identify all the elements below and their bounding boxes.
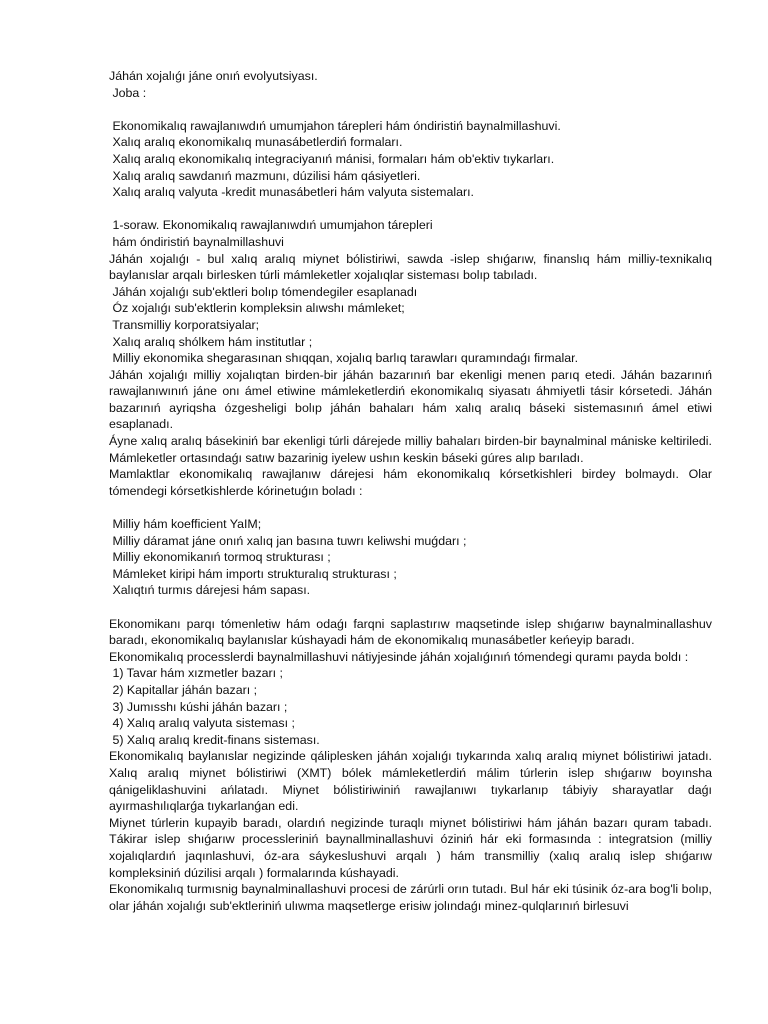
market-item: 2) Kapitallar jáhán bazarı ; bbox=[109, 682, 258, 697]
indicator-item: Milliy dáramat jáne onıń xalıq jan basına tuwrı keliwshi muǵdarı ; bbox=[109, 533, 467, 548]
market-item: 4) Xalıq aralıq valyuta sisteması ; bbox=[109, 716, 295, 731]
indicator-item: Milliy hám koefficient YaIM; bbox=[109, 517, 262, 532]
paragraph-labor-division: Ekonomikalıq baylanıslar negizinde qáliplesken jáhán xojalıǵı tıykarında xalıq aralıq miynet bólistiriwi jatadı. Xalıq aralıq miynet bólistiriwi (XMT) bólek mámleketlerdiń málim túrlerin islep shıǵarıw boyınsha qánigeliklashuvini ańlatadı. Miynet bólistiriwiniń rawajlanıwı tıykarlanıp tábiyiy sharayatlar daǵı ayırmashılıqlarǵa tıykarlanǵan edi. bbox=[109, 749, 712, 814]
paragraph-processes: Ekonomikalıq processlerdi baynalmillashuvi nátiyjesinde jáhán xojalıǵınıń tómendegi quramı payda boldı : bbox=[109, 649, 689, 664]
paragraph-development-levels: Mamlaktlar ekonomikalıq rawajlanıw dárejesi hám ekonomikalıq kórsetkishleri birdey bolmaydı. Olar tómendegi kórsetkishlerde kórinetuǵın boladı : bbox=[109, 467, 712, 498]
plan-item: Ekonomikalıq rawajlanıwdıń umumjahon tárepleri hám óndiristiń baynalmillashuvi. bbox=[109, 118, 561, 133]
subject-item: Xalıq aralıq shólkem hám institutlar ; bbox=[109, 334, 313, 349]
markets-list bbox=[109, 665, 712, 748]
market-item: 3) Jumısshı kúshi jáhán bazarı ; bbox=[109, 699, 288, 714]
blank-line bbox=[109, 201, 712, 218]
plan-item: Xalıq aralıq ekonomikalıq integraciyanıń mánisi, formaları hám ob'ektiv tıykarları. bbox=[109, 151, 555, 166]
subject-item: Transmilliy korporatsiyalar; bbox=[109, 317, 260, 332]
plan-heading: Joba : bbox=[109, 85, 147, 100]
blank-line bbox=[109, 599, 712, 616]
subjects-heading: Jáhán xojalıǵı sub'ektleri bolıp tómendegiler esaplanadı bbox=[109, 284, 418, 299]
plan-item: Xalıq aralıq sawdanıń mazmunı, dúzilisi hám qásiyetleri. bbox=[109, 168, 421, 183]
document-body bbox=[109, 68, 712, 914]
indicator-item: Xalıqtıń turmıs dárejesi hám sapası. bbox=[109, 583, 311, 598]
market-item: 1) Tavar hám xızmetler bazarı ; bbox=[109, 666, 283, 681]
market-item: 5) Xalıq aralıq kredit-finans sisteması. bbox=[109, 732, 320, 747]
plan-item: Xalıq aralıq ekonomikalıq munasábetlerdiń formaları. bbox=[109, 135, 403, 150]
paragraph-internationalization: Ekonomikanı parqı tómenletiw hám odaǵı farqni saplastırıw maqsetinde islep shıǵarıw baynalminallashuv baradı, ekonomikalıq baylanıslar kúshayadi hám de ekonomikalıq munasábetler keńeyip baradı. bbox=[109, 616, 712, 648]
paragraph-definition: Jáhán xojalıǵı - bul xalıq aralıq miynet bólistiriwi, sawda -islep shıǵarıw, finanslıq hám milliy-texnikalıq baylanıslar arqalı birlesken túrli mámleketler xojalıqlar sisteması bolıp tabıladı. bbox=[109, 251, 712, 283]
paragraph-labor-types: Miynet túrlerin kupayib baradı, olardıń negizinde turaqlı miynet bólistiriwi hám jáhán bazarı quram tabadı. Tákirar islep shıǵarıw processleriniń baynallminallashuvi óziniń hár eki formasında : integratsion (milliy xojalıqlardıń jaqınlashuvi, óz-ara sáykeslushuvi arqalı ) hám transmilliy (xalıq aralıq islep shıǵarıw kompleksiniń dúzilisi arqalı ) formalarında kúshayadi. bbox=[109, 815, 712, 880]
blank-line bbox=[109, 499, 712, 516]
document-title: Jáhán xojalıǵı jáne onıń evolyutsiyası. bbox=[109, 69, 318, 83]
subjects-list bbox=[109, 300, 712, 366]
question-heading-continuation: hám óndiristiń baynalmillashuvi bbox=[109, 234, 284, 249]
subject-item: Óz xojalıǵı sub'ektlerin kompleksin alıwshı mámleket; bbox=[109, 301, 405, 316]
plan-list bbox=[109, 118, 712, 201]
plan-item: Xalıq aralıq valyuta -kredit munasábetleri hám valyuta sistemaları. bbox=[109, 185, 474, 200]
paragraph-world-market: Jáhán xojalıǵı milliy xojalıqtan birden-bir jáhán bazarınıń bar ekenligi menen parıq etedi. Jáhán bazarınıń rawajlanıwınıń jáne onı ámel etiwine mámleketlerdiń ekonomikalıq siyasatı áhmiyetli tásir kórsetedi. Jáhán bazarınıń ayriqsha ózgesheligi bolıp jáhán bahaları hám xalıq aralıq báseki sistemasınıń ámel etiwi esaplanadı. bbox=[109, 367, 712, 432]
paragraph-conclusion: Ekonomikalıq turmısnig baynalminallashuvi procesi de zárúrli orın tutadı. Bul hár eki túsinik óz-ara bog'li bolıp, olar jáhán xojalıǵı sub'ektleriniń ulıwma maqsetlerge erisiw jolındaǵı minez-qulqlarınıń birlesuvi bbox=[109, 882, 712, 913]
question-heading: 1-soraw. Ekonomikalıq rawajlanıwdıń umumjahon tárepleri bbox=[109, 218, 433, 233]
paragraph-competition: Áyne xalıq aralıq básekiniń bar ekenligi túrli dárejede milliy bahaları birden-bir baynalminal mániske keltiriledi. Mámleketler ortasındaǵı satıw bazarinig iyelew ushın keskin báseki gúres alıp barıladı. bbox=[109, 434, 712, 465]
indicator-item: Milliy ekonomikanıń tormoq strukturası ; bbox=[109, 550, 331, 565]
indicator-item: Mámleket kiripi hám importı strukturalıq strukturası ; bbox=[109, 566, 397, 581]
indicators-list bbox=[109, 516, 712, 599]
blank-line bbox=[109, 101, 712, 118]
subject-item: Milliy ekonomika shegarasınan shıqqan, xojalıq barlıq tarawları quramındaǵı firmalar. bbox=[109, 351, 579, 366]
